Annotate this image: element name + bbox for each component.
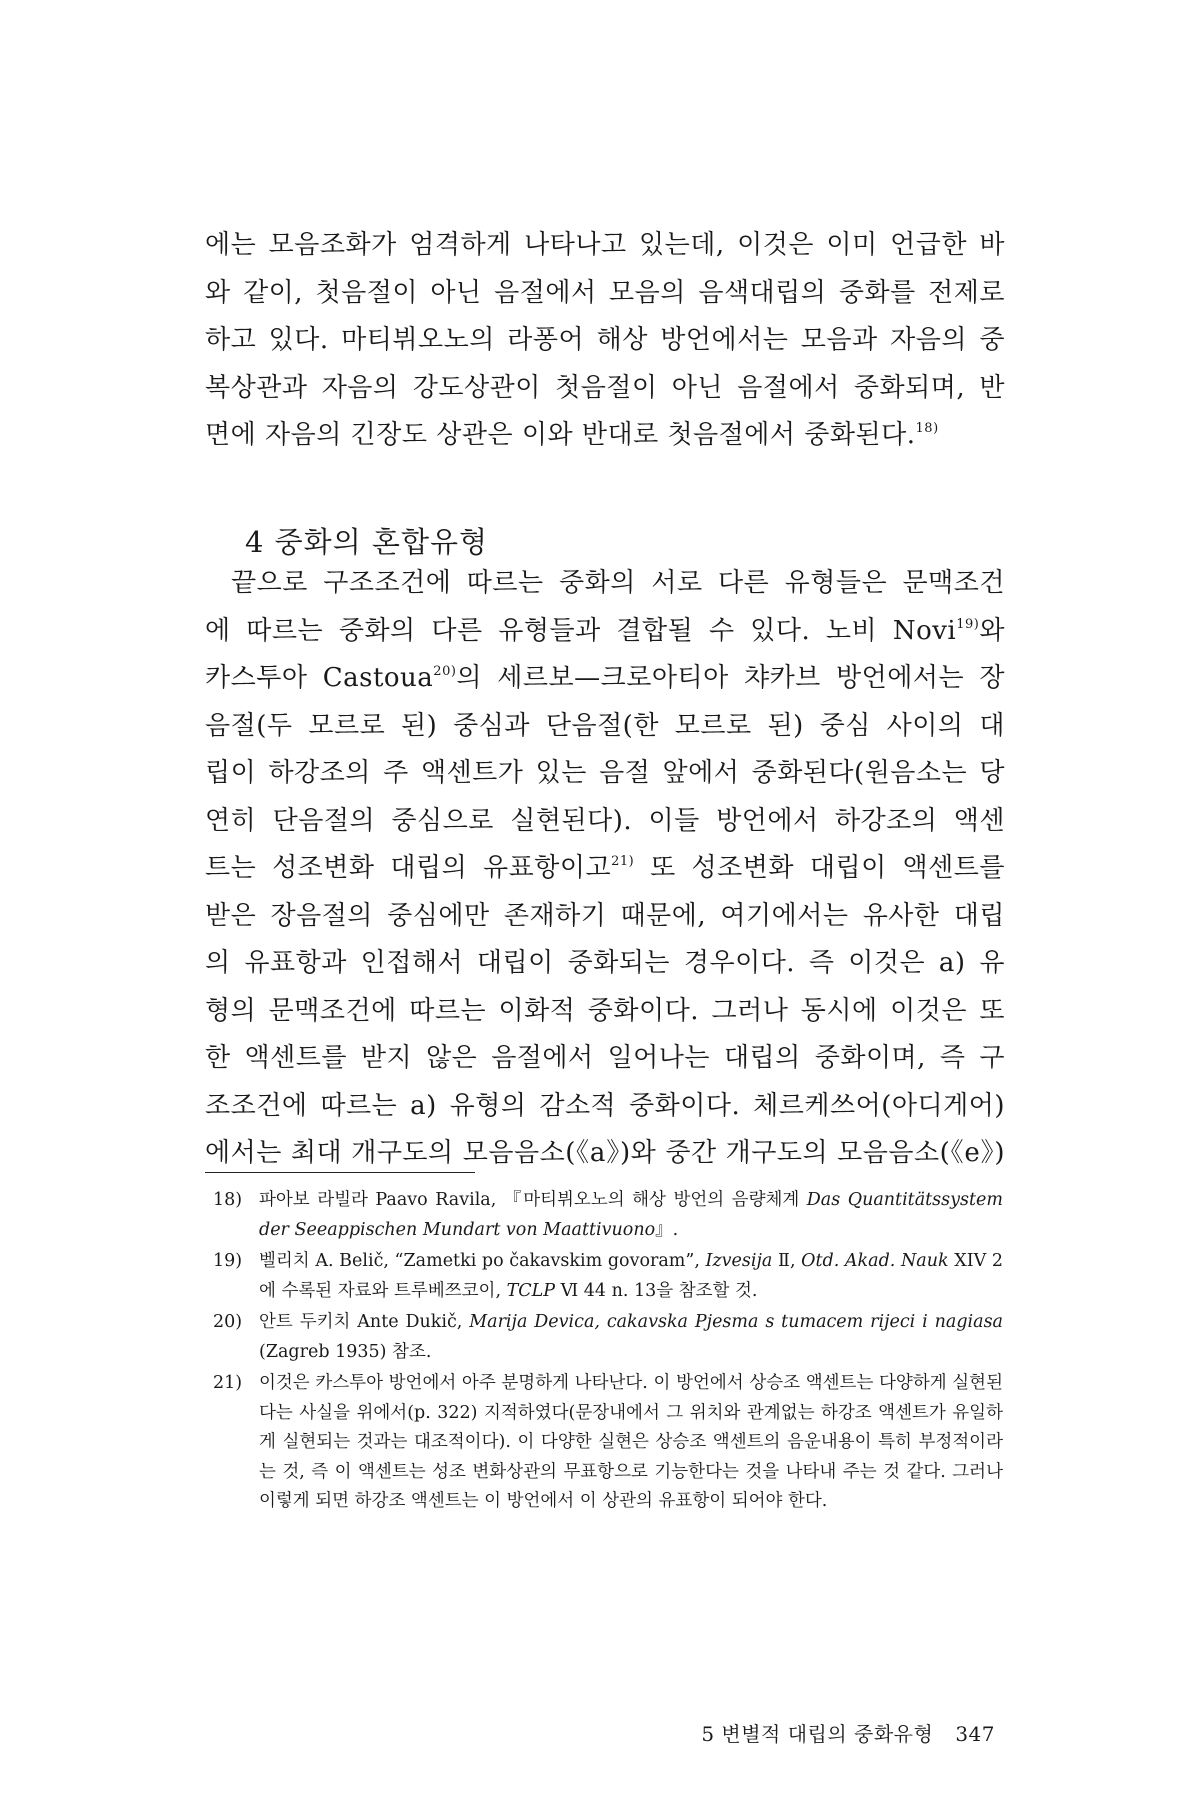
footnote-number: 20): [213, 1312, 243, 1332]
text-line: 음절(두 모르로 된) 중심과 단음절(한 모르로 된) 중심 사이의 대: [205, 710, 1005, 741]
text-segment: 또 성조변화 대립이 액센트를: [634, 853, 1005, 883]
text-line: 연히 단음절의 중심으로 실현된다). 이들 방언에서 하강조의 액센: [205, 805, 1005, 836]
footnote-text: Ⅵ 44 n. 13을 참조할 것.: [555, 1280, 758, 1301]
footnote-text: 벨리치 A. Belič, “Zametki po čakavskim govoram”,: [259, 1251, 706, 1271]
text-line: 받은 장음절의 중심에만 존재하기 때문에, 여기에서는 유사한 대립: [205, 900, 1005, 931]
footnote-ref-20[interactable]: 20): [433, 664, 457, 679]
footnote-divider: [205, 1172, 475, 1173]
footnote-text: XIV 2에 수록된 자료와 트루베쯔코이,: [259, 1251, 1004, 1301]
footnote-title: Marija Devica, cakavska Pjesma s tumacem rijeci i nagiasa: [469, 1312, 1003, 1332]
text-line-content: 면에 자음의 긴장도 상관은 이와 반대로 첫음절에서 중화된다.: [205, 420, 916, 450]
footnote-title: TCLP: [506, 1280, 556, 1301]
page-number: 347: [955, 1722, 995, 1746]
text-line: 형의 문맥조건에 따르는 이화적 중화이다. 그러나 동시에 이것은 또: [205, 995, 1005, 1026]
text-segment: 에 따르는 중화의 다른 유형들과 결합될 수 있다. 노비 Novi: [205, 615, 957, 646]
footnote-title: Otd. Akad. Nauk: [801, 1251, 949, 1271]
footnote-text: 』.: [655, 1219, 679, 1240]
chapter-title: 5 변별적 대립의 중화유형: [701, 1722, 934, 1746]
footnote-text: 파아보 라빌라 Paavo Ravila, 『마티뷔오노의 해상 방언의 음량체계: [259, 1190, 807, 1210]
footnote-ref-19[interactable]: 19): [956, 616, 980, 632]
text-line: 에는 모음조화가 엄격하게 나타나고 있는데, 이것은 이미 언급한 바: [205, 230, 1005, 260]
footnote-20: [213, 1308, 1003, 1367]
intro-paragraph: [205, 222, 1005, 460]
footnote-ref-18[interactable]: 18): [915, 421, 939, 436]
text-line: 조조건에 따르는 a) 유형의 감소적 중화이다. 체르케쓰어(아디게어): [205, 1090, 1005, 1121]
text-segment: 의 세르보—크로아티아 챠카브 방언에서는 장: [456, 663, 1005, 693]
footnote-text: Ⅱ,: [772, 1251, 802, 1271]
text-segment: 와: [979, 615, 1005, 646]
text-line: [205, 608, 1005, 656]
text-line: 하고 있다. 마티뷔오노의 라퐁어 해상 방언에서는 모음과 자음의 중: [205, 325, 1005, 355]
footnote-title: Das Quantitätssystem der Seeappischen Mundart von Maattivuono: [259, 1190, 1003, 1240]
text-line: 의 유표항과 인접해서 대립이 중화되는 경우이다. 즉 이것은 a) 유: [205, 948, 1005, 978]
body-paragraph: [205, 560, 1005, 1178]
footnote-18: [213, 1186, 1003, 1245]
text-segment: 트는 성조변화 대립의 유표항이고: [205, 853, 612, 883]
text-line: 에서는 최대 개구도의 모음음소(《a》)와 중간 개구도의 모음음소(《e》): [205, 1138, 1005, 1168]
footnote-text: 이것은 카스투아 방언에서 아주 분명하게 나타난다. 이 방언에서 상승조 액센트는 다양하게 실현된다는 사실을 위에서(p. 322) 지적하였다(문장내에서 그 위치와 관계없는 하강조 액센트가 유일하게 실현되는 것과는 대조적이다). 이 다양한 실현은 상승조 액센트의 음운내용이 특히 부정적이라는 것, 즉 이 액센트는 성조 변화상관의 무표항으로 기능한다는 것을 나타내 주는 것 같다. 그러나 이렇게 되면 하강조 액센트는 이 방언에서 이 상관의 유표항이 되어야 한다.: [259, 1373, 1003, 1511]
text-line: [205, 655, 1005, 703]
text-line: 한 액센트를 받지 않은 음절에서 일어나는 대립의 중화이며, 즉 구: [205, 1043, 1005, 1073]
footnote-number: 19): [213, 1251, 243, 1271]
footnote-21: [213, 1369, 1003, 1517]
footnote-19: [213, 1247, 1003, 1306]
footnote-number: 21): [213, 1373, 243, 1393]
footnote-text: (Zagreb 1935) 참조.: [259, 1341, 432, 1362]
text-segment: 카스투아 Castoua: [205, 663, 434, 693]
section-heading: 4 중화의 혼합유형: [245, 525, 488, 559]
text-line: 복상관과 자음의 강도상관이 첫음절이 아닌 음절에서 중화되며, 반: [205, 372, 1005, 403]
footnotes: [213, 1186, 1003, 1519]
footnote-ref-21[interactable]: 21): [611, 854, 635, 869]
footnote-title: Izvesija: [705, 1251, 773, 1271]
intro-paragraph-text: [205, 222, 1005, 460]
text-line: [205, 412, 1005, 460]
page-footer: [655, 1718, 995, 1747]
text-line: 립이 하강조의 주 액센트가 있는 음절 앞에서 중화된다(원음소는 당: [205, 758, 1005, 788]
text-line: 와 같이, 첫음절이 아닌 음절에서 모음의 음색대립의 중화를 전제로: [205, 277, 1005, 308]
footnote-number: 18): [213, 1190, 243, 1210]
body-paragraph-text: [205, 560, 1005, 1178]
text-line: [205, 845, 1005, 893]
text-line: 끝으로 구조조건에 따르는 중화의 서로 다른 유형들은 문맥조건: [231, 568, 1005, 598]
footnote-text: 안트 두키치 Ante Dukič,: [259, 1312, 470, 1332]
